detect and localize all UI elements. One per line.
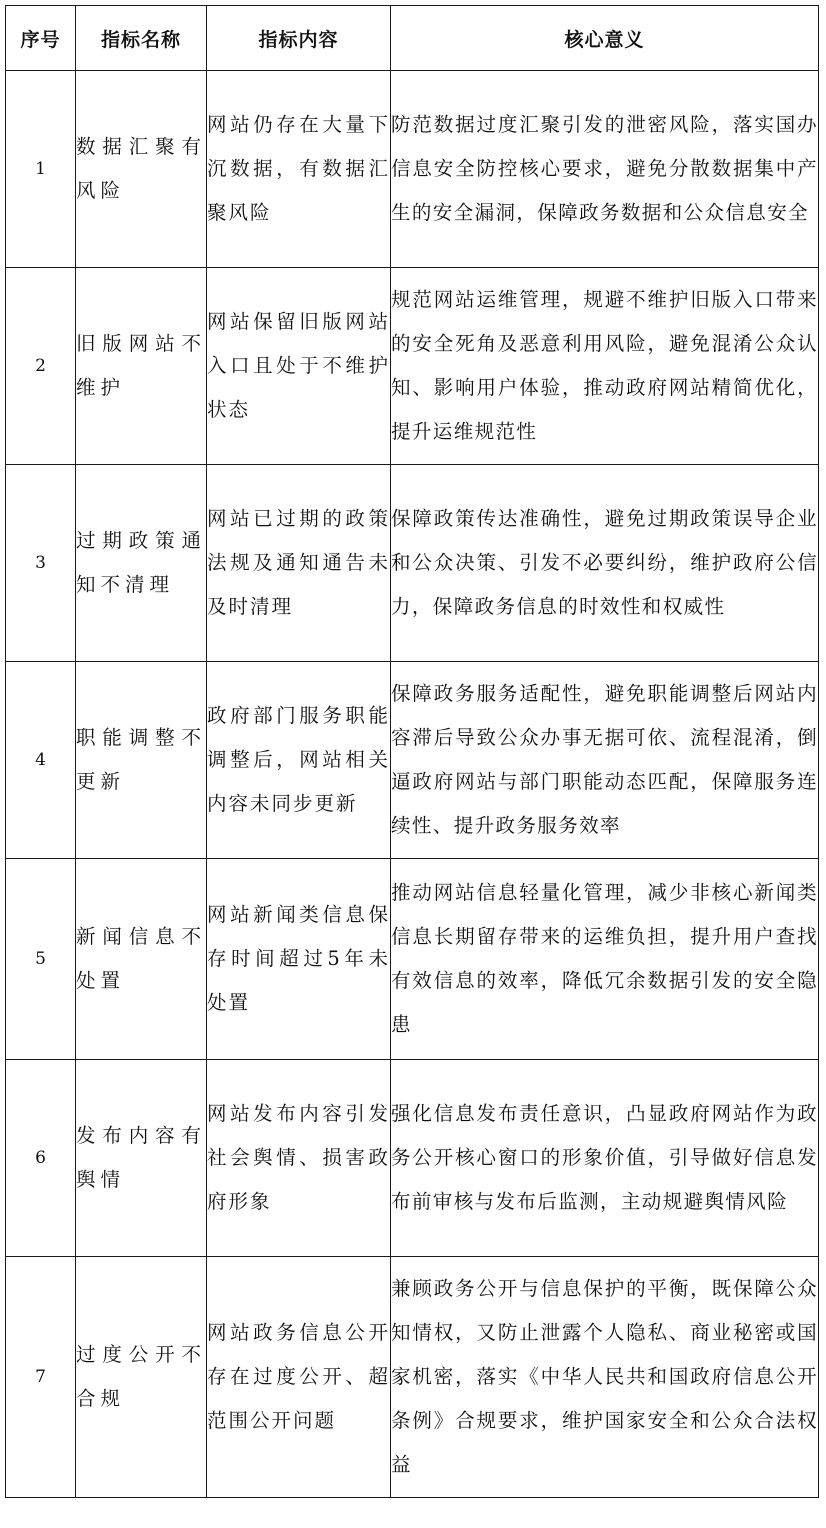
table-row xyxy=(6,1060,819,1257)
row-number: 1 xyxy=(6,71,76,268)
indicator-name: 过期政策通知不清理 xyxy=(76,465,207,662)
row-number: 4 xyxy=(6,662,76,859)
header-row xyxy=(6,6,819,71)
table-row xyxy=(6,662,819,859)
row-number: 7 xyxy=(6,1257,76,1498)
indicator-content: 网站保留旧版网站入口且处于不维护状态 xyxy=(207,268,391,465)
indicator-content: 网站政务信息公开存在过度公开、超范围公开问题 xyxy=(207,1257,391,1498)
indicator-name: 新闻信息不处置 xyxy=(76,859,207,1060)
indicator-table xyxy=(5,5,819,1498)
indicator-name: 旧版网站不维护 xyxy=(76,268,207,465)
indicator-content: 网站新闻类信息保存时间超过5年未处置 xyxy=(207,859,391,1060)
core-significance: 保障政务服务适配性，避免职能调整后网站内容滞后导致公众办事无据可依、流程混淆，倒逼政府网站与部门职能动态匹配，保障服务连续性、提升政务服务效率 xyxy=(391,662,819,859)
row-number: 5 xyxy=(6,859,76,1060)
header-significance: 核心意义 xyxy=(391,6,819,71)
row-number: 2 xyxy=(6,268,76,465)
core-significance: 规范网站运维管理，规避不维护旧版入口带来的安全死角及恶意利用风险，避免混淆公众认知、影响用户体验，推动政府网站精简优化，提升运维规范性 xyxy=(391,268,819,465)
header-name: 指标名称 xyxy=(76,6,207,71)
core-significance: 防范数据过度汇聚引发的泄密风险，落实国办信息安全防控核心要求，避免分散数据集中产生的安全漏洞，保障政务数据和公众信息安全 xyxy=(391,71,819,268)
indicator-content: 政府部门服务职能调整后，网站相关内容未同步更新 xyxy=(207,662,391,859)
indicator-content: 网站发布内容引发社会舆情、损害政府形象 xyxy=(207,1060,391,1257)
core-significance: 推动网站信息轻量化管理，减少非核心新闻类信息长期留存带来的运维负担，提升用户查找有效信息的效率，降低冗余数据引发的安全隐患 xyxy=(391,859,819,1060)
core-significance: 保障政策传达准确性，避免过期政策误导企业和公众决策、引发不必要纠纷，维护政府公信力，保障政务信息的时效性和权威性 xyxy=(391,465,819,662)
indicator-name: 数据汇聚有风险 xyxy=(76,71,207,268)
core-significance: 兼顾政务公开与信息保护的平衡，既保障公众知情权，又防止泄露个人隐私、商业秘密或国家机密，落实《中华人民共和国政府信息公开条例》合规要求，维护国家安全和公众合法权益 xyxy=(391,1257,819,1498)
header-no: 序号 xyxy=(6,6,76,71)
table-row xyxy=(6,268,819,465)
table-row xyxy=(6,1257,819,1498)
row-number: 3 xyxy=(6,465,76,662)
indicator-content: 网站已过期的政策法规及通知通告未及时清理 xyxy=(207,465,391,662)
table-row xyxy=(6,859,819,1060)
row-number: 6 xyxy=(6,1060,76,1257)
header-content: 指标内容 xyxy=(207,6,391,71)
indicator-name: 过度公开不合规 xyxy=(76,1257,207,1498)
indicator-content: 网站仍存在大量下沉数据，有数据汇聚风险 xyxy=(207,71,391,268)
table-row xyxy=(6,465,819,662)
table-row xyxy=(6,71,819,268)
indicator-name: 发布内容有舆情 xyxy=(76,1060,207,1257)
core-significance: 强化信息发布责任意识，凸显政府网站作为政务公开核心窗口的形象价值，引导做好信息发布前审核与发布后监测，主动规避舆情风险 xyxy=(391,1060,819,1257)
indicator-name: 职能调整不更新 xyxy=(76,662,207,859)
